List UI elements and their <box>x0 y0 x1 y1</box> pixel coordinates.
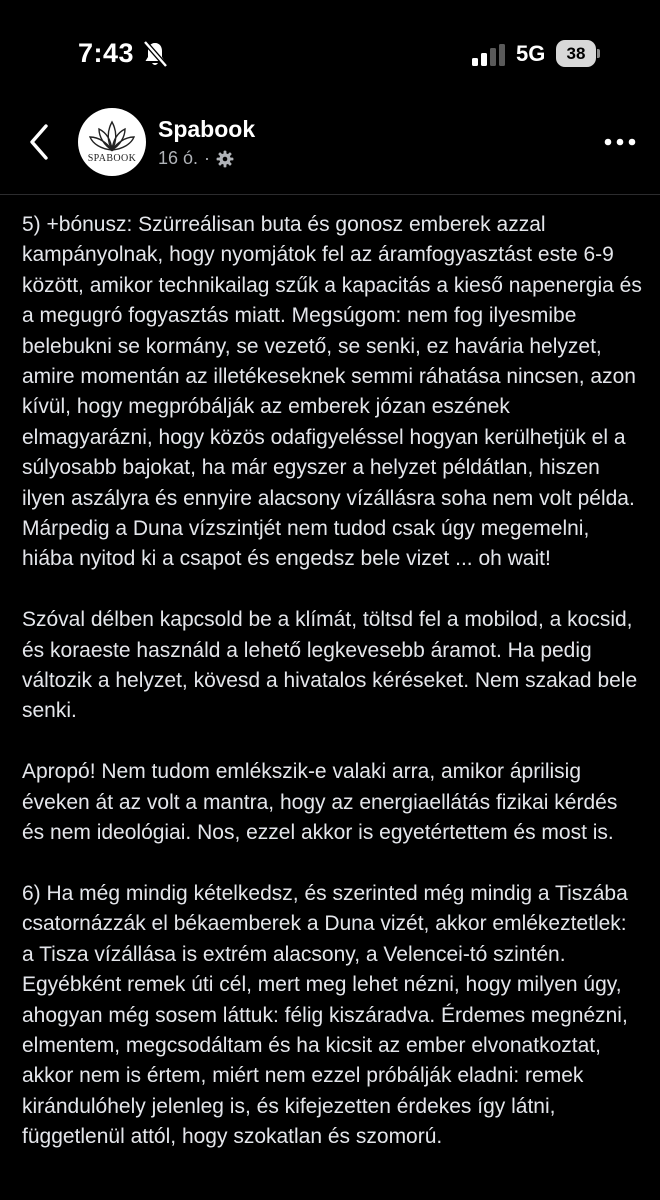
post-header <box>0 100 660 195</box>
status-time: 7:43 <box>78 38 135 68</box>
meta-separator: · <box>204 148 211 168</box>
cellular-signal-icon <box>472 44 506 66</box>
gear-icon <box>216 150 234 168</box>
post-paragraph: 5) +bónusz: Szürreálisan buta és gonosz emberek azzal kampányolnak, hogy nyomjátok fel az áramfogyasztást este 6-9 között, amikor technikailag szűk a kapacitás a kieső napenergia és a megugró fogyasztás miatt. Megsúgom: nem fog ilyesmibe belebukni se kormány, se vezető, se senki, ez havária helyzet, amire momentán az illetékeseknek semmi ráhatása nincsen, azon kívül, hogy megpróbálják az emberek józan eszének elmagyarázni, hogy közös odafigyeléssel hogyan kerülhetjük el a súlyosabb bajokat, ha már egyszer a helyzet példátlan, hiszen ilyen aszályra és ennyire alacsony vízállásra soha nem volt példa. Márpedig a Duna vízszintjét nem tudod csak úgy megemelni, hiába nyitod ki a csapot és engedsz bele vizet ... oh wait! <box>22 213 642 571</box>
page-name[interactable]: Spabook <box>158 116 256 142</box>
battery-level: 38 <box>556 40 596 67</box>
avatar[interactable] <box>78 108 146 176</box>
post-body <box>22 210 642 1183</box>
bell-slash-icon <box>142 40 168 68</box>
status-bar <box>0 0 660 100</box>
battery-indicator <box>556 40 600 67</box>
post-time[interactable]: 16 ó. <box>158 148 199 168</box>
battery-cap <box>597 49 600 58</box>
lotus-logo-icon <box>78 108 146 176</box>
avatar-logo-text: SPABOOK <box>87 153 137 164</box>
post-meta <box>158 148 234 169</box>
post-paragraph: 6) Ha még mindig kételkedsz, és szerinted még mindig a Tiszába csatornázzák el békaemberek a Duna vizét, akkor emlékeztetlek: a Tisza vízállása is extrém alacsony, a Velencei-tó szintén. Egyébként remek úti cél, mert meg lehet nézni, hogy milyen úgy, ahogyan még sosem láttuk: félig kiszáradva. Érdemes megnézni, elmentem, megcsodáltam és ha kicsit az ember elvonatkoztat, akkor nem is értem, miért nem ezzel próbálják eladni: remek kirándulóhely jelenleg is, és kifejezetten érdekes így látni, függetlenül attól, hogy szokatlan és szomorú. <box>22 881 628 1149</box>
chevron-left-icon[interactable] <box>22 120 56 164</box>
post-paragraph: Szóval délben kapcsold be a klímát, töltsd fel a mobilod, a kocsid, és koraeste használd a lehető legkevesebb áramot. Ha pedig változik a helyzet, kövesd a hivatalos kéréseket. Nem szakad bele senki. <box>22 608 638 723</box>
post-paragraph: Apropó! Nem tudom emlékszik-e valaki arra, amikor áprilisig éveken át az volt a mantra, hogy az energiaellátás fizikai kérdés és nem ideológiai. Nos, ezzel akkor is egyetértettem és most is. <box>22 760 618 845</box>
more-horizontal-icon[interactable] <box>600 130 640 154</box>
network-type: 5G <box>516 41 546 66</box>
